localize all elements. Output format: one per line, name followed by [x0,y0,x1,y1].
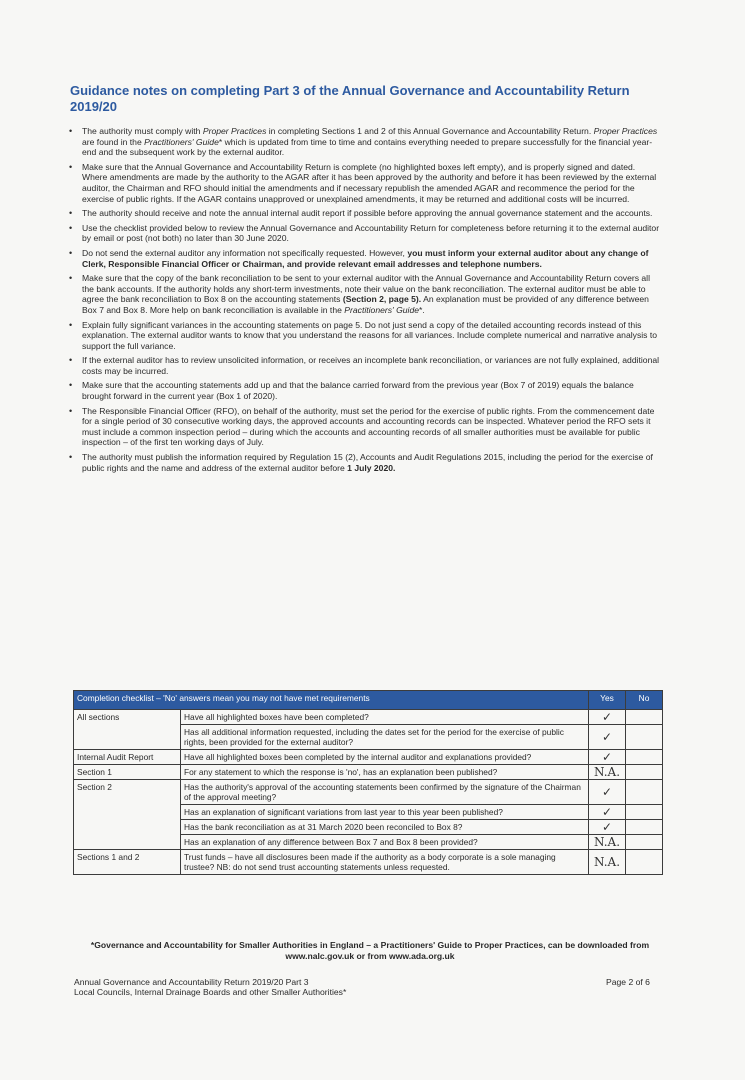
question-cell: Trust funds – have all disclosures been made if the authority as a body corporate is a sole managing trustee? NB: do not send trust accounting statements unless requested. [181,850,589,875]
no-mark [626,725,663,750]
table-row [74,850,663,875]
footer-line-1: Annual Governance and Accountability Return 2019/20 Part 3 [74,977,309,987]
question-cell: Has the authority's approval of the accounting statements been confirmed by the signature of the Chairman of the approval meeting? [181,780,589,805]
no-mark [626,765,663,780]
list-item: • Use the checklist provided below to review the Annual Governance and Accountability Return for completeness before returning it to the external auditor by email or post (not both) no later than 30 June 2020. [66,223,662,244]
question-cell: Has the bank reconciliation as at 31 March 2020 been reconciled to Box 8? [181,820,589,835]
no-column-header: No [626,691,663,710]
yes-mark: ✓ [589,710,626,725]
no-mark [626,805,663,820]
text-segment: are found in the [82,136,145,147]
text-segment: Proper Practices [202,126,267,136]
text-segment: Make sure that the copy of the bank reconciliation to be sent to your external auditor with the Annual Governance and Accountability Return covers all the bank accounts. If the authority holds any short-term investments, note their value on the bank reconciliation. The external auditor must be able to agree the bank reconciliation to Box 8 on the accounting statements [82,273,650,305]
checklist-header-row [74,691,663,710]
text-segment: * which is updated from time to time and contains everything needed to prepare successfully for the financial year-end and the subsequent work by the external auditor. [82,136,653,158]
text-segment: *. [419,304,425,315]
table-row [74,750,663,765]
text-segment: 1 July 2020. [347,462,396,473]
yes-mark: ✓ [589,805,626,820]
list-item: • Make sure that the accounting statements add up and that the balance carried forward from the previous year (Box 7 of 2019) equals the balance brought forward in the current year (Box 1 of 2020). [66,380,662,401]
yes-mark: N.A. [589,835,626,850]
no-mark [626,750,663,765]
checklist-header: Completion checklist – 'No' answers mean you may not have met requirements [74,691,589,710]
page-number: Page 2 of 6 [606,977,650,987]
text-segment: An explanation must be provided of any difference between Box 7 and Box 8. More help on bank reconciliation is available in the [82,294,649,315]
text-segment: in completing Sections 1 and 2 of this Annual Governance and Accountability Return. [266,126,594,136]
section-cell: Section 1 [74,765,181,780]
section-cell: Sections 1 and 2 [74,850,181,875]
yes-mark: N.A. [589,850,626,875]
list-item: • The Responsible Financial Officer (RFO), on behalf of the authority, must set the period for the exercise of public rights. From the commencement date for a single period of 30 consecutive working days, the approved accounts and accounting records can be inspected. Whatever period the RFO sets it must include a common inspection period – during which the accounts and accounting records of all smaller authorities must be available for public inspection – of the first ten working days of July. [66,406,662,448]
footer-line-2: Local Councils, Internal Drainage Boards and other Smaller Authorities* [74,987,347,997]
no-mark [626,780,663,805]
no-mark [626,820,663,835]
no-mark [626,710,663,725]
text-segment: Proper Practices [593,126,658,136]
no-mark [626,850,663,875]
yes-mark: ✓ [589,780,626,805]
list-item [66,126,662,158]
list-item: • The authority should receive and note the annual internal audit report if possible before approving the annual governance statement and the accounts. [66,208,662,219]
question-cell: Have all highlighted boxes been completed by the internal auditor and explanations provided? [181,750,589,765]
text-segment: Practitioners' Guide [344,304,420,315]
yes-mark: N.A. [589,765,626,780]
text-segment: (Section 2, page 5). [342,294,422,305]
page-title: Guidance notes on completing Part 3 of the Annual Governance and Accountability Return 2019/20 [70,83,630,114]
question-cell: Has an explanation of significant variations from last year to this year been published? [181,805,589,820]
footer-title [74,977,346,997]
yes-column-header: Yes [589,691,626,710]
yes-mark: ✓ [589,725,626,750]
yes-mark: ✓ [589,750,626,765]
text-segment: Do not send the external auditor any information not specifically requested. However, [82,247,408,258]
list-item [66,248,662,269]
section-cell: Internal Audit Report [74,750,181,765]
question-cell: Has all additional information requested, including the dates set for the period for the exercise of public rights, been provided for the external auditor? [181,725,589,750]
list-item: • If the external auditor has to review unsolicited information, or receives an incomplete bank reconciliation, or variances are not fully explained, additional costs may be incurred. [66,355,662,376]
table-row [74,710,663,725]
section-cell: Section 2 [74,780,181,850]
question-cell: Have all highlighted boxes have been completed? [181,710,589,725]
question-cell: For any statement to which the response is 'no', has an explanation been published? [181,765,589,780]
section-cell: All sections [74,710,181,750]
completion-checklist-table [73,690,663,875]
list-item [66,273,662,315]
footnote: *Governance and Accountability for Smaller Authorities in England – a Practitioners' Guide to Proper Practices, can be downloaded from www.nalc.gov.uk or from www.ada.org.uk [90,940,650,961]
list-item: • Make sure that the Annual Governance and Accountability Return is complete (no highlighted boxes left empty), and is properly signed and dated. Where amendments are made by the authority to the AGAR after it has been approved by the authority and before it has been reviewed by the external auditor, the Chairman and RFO should initial the amendments and if necessary republish the amended AGAR and recommence the period for the exercise of public rights. If the AGAR contains unapproved or unexplained amendments, it may be returned and additional costs will be incurred. [66,162,662,204]
no-mark [626,835,663,850]
table-row [74,780,663,805]
question-cell: Has an explanation of any difference between Box 7 and Box 8 been provided? [181,835,589,850]
table-row [74,765,663,780]
guidance-list [66,126,662,477]
yes-mark: ✓ [589,820,626,835]
text-segment: Practitioners' Guide [144,136,219,147]
text-segment: The authority must comply with [82,126,203,136]
list-item [66,452,662,473]
list-item: • Explain fully significant variances in the accounting statements on page 5. Do not just send a copy of the detailed accounting records instead of this explanation. The external auditor wants to know that you understand the reasons for all variances. Include complete numerical and narrative analysis to support the full variance. [66,320,662,352]
text-segment: you must inform your external auditor about any change of Clerk, Responsible Financial Officer or Chairman, and provide relevant email addresses and telephone numbers. [82,247,649,269]
text-segment: The authority must publish the information required by Regulation 15 (2), Accounts and Audit Regulations 2015, including the period for the exercise of public rights and the name and address of the external auditor before [82,452,653,473]
